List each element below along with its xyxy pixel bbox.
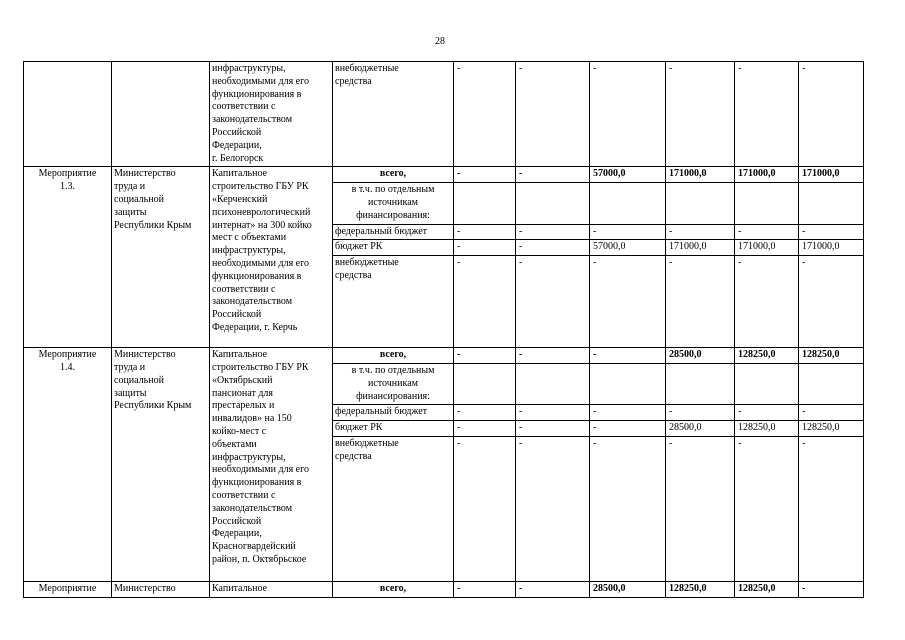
text-line: соответствии с bbox=[212, 101, 276, 113]
source-total: всего, bbox=[333, 581, 454, 597]
value-cell: - bbox=[454, 436, 516, 581]
source-rk: бюджет РК bbox=[333, 240, 454, 256]
text-line: финансирования: bbox=[356, 390, 430, 402]
text-line: законодательством bbox=[212, 114, 293, 126]
value-cell: 171000,0 bbox=[735, 240, 799, 256]
value-cell: - bbox=[735, 436, 799, 581]
text-line: в т.ч. по отдельным bbox=[351, 184, 435, 196]
text-line: функционирования в bbox=[212, 88, 302, 100]
object-cell: Капитальное bbox=[210, 581, 333, 597]
source-federal: федеральный бюджет bbox=[333, 224, 454, 240]
measure-cell bbox=[24, 167, 112, 348]
text-line: в т.ч. по отдельным bbox=[351, 364, 435, 376]
text-line: престарелых и bbox=[212, 400, 275, 412]
value-cell: - bbox=[799, 256, 864, 348]
text-line: защиты bbox=[114, 206, 147, 218]
text-line: законодательством bbox=[212, 502, 293, 514]
text-line: соответствии с bbox=[212, 283, 276, 295]
value-cell: - bbox=[735, 224, 799, 240]
text-line: 1.3. bbox=[60, 181, 75, 193]
value-cell: - bbox=[454, 224, 516, 240]
value-cell: - bbox=[590, 224, 666, 240]
value-cell: - bbox=[516, 436, 590, 581]
value-cell: - bbox=[590, 348, 666, 364]
text-line: внебюджетные bbox=[335, 257, 399, 269]
value-cell: 128250,0 bbox=[666, 581, 735, 597]
value-cell: - bbox=[666, 256, 735, 348]
measure-cell bbox=[24, 62, 112, 167]
funding-table bbox=[23, 61, 864, 598]
text-line: функционирования в bbox=[212, 270, 302, 282]
object-cell bbox=[210, 62, 333, 167]
text-line: Капитальное bbox=[212, 349, 268, 361]
text-line: Российской bbox=[212, 309, 262, 321]
text-line: финансирования: bbox=[356, 209, 430, 221]
value-cell: - bbox=[454, 167, 516, 183]
value-cell: - bbox=[799, 581, 864, 597]
source-total: всего, bbox=[333, 167, 454, 183]
value-cell: 171000,0 bbox=[735, 167, 799, 183]
value-cell: - bbox=[454, 256, 516, 348]
value-cell: - bbox=[516, 167, 590, 183]
value-cell: - bbox=[799, 436, 864, 581]
table-row bbox=[24, 581, 864, 597]
value-cell: 128250,0 bbox=[735, 421, 799, 437]
value-cell: - bbox=[735, 405, 799, 421]
text-line: Российской bbox=[212, 515, 262, 527]
value-cell: - bbox=[516, 256, 590, 348]
value-cell: - bbox=[799, 62, 864, 167]
value-cell: - bbox=[516, 348, 590, 364]
source-extra bbox=[333, 256, 454, 348]
table-row bbox=[24, 167, 864, 183]
text-line: источникам bbox=[368, 377, 418, 389]
value-cell: - bbox=[454, 240, 516, 256]
value-cell: 128250,0 bbox=[735, 348, 799, 364]
value-cell: - bbox=[735, 62, 799, 167]
value-cell: 128250,0 bbox=[799, 421, 864, 437]
text-line: строительство ГБУ РК bbox=[212, 181, 309, 193]
value-cell: 28500,0 bbox=[666, 348, 735, 364]
source-total: всего, bbox=[333, 348, 454, 364]
value-cell: 171000,0 bbox=[666, 240, 735, 256]
value-cell: - bbox=[590, 256, 666, 348]
value-cell: 57000,0 bbox=[590, 240, 666, 256]
value-cell: - bbox=[799, 405, 864, 421]
source-including bbox=[333, 183, 454, 224]
text-line: Капитальное bbox=[212, 168, 268, 180]
text-line: Федерации, г. Керчь bbox=[212, 321, 298, 333]
value-cell: - bbox=[454, 581, 516, 597]
text-line: мест с объектами bbox=[212, 232, 287, 244]
text-line: Федерации, bbox=[212, 139, 262, 151]
text-line: объектами bbox=[212, 438, 257, 450]
text-line: инвалидов» на 150 bbox=[212, 413, 292, 425]
text-line: социальной bbox=[114, 193, 164, 205]
object-cell bbox=[210, 348, 333, 582]
value-cell: - bbox=[516, 405, 590, 421]
text-line: психоневрологический bbox=[212, 206, 311, 218]
text-line: Красногвардейский bbox=[212, 541, 296, 553]
source-rk: бюджет РК bbox=[333, 421, 454, 437]
text-line: инфраструктуры, bbox=[212, 63, 286, 74]
text-line: интернат» на 300 койко bbox=[212, 219, 312, 231]
value-cell: 28500,0 bbox=[666, 421, 735, 437]
text-line: источникам bbox=[368, 196, 418, 208]
text-line: «Октябрьский bbox=[212, 374, 273, 386]
measure-cell: Мероприятие bbox=[24, 581, 112, 597]
object-cell bbox=[210, 167, 333, 348]
source-federal: федеральный бюджет bbox=[333, 405, 454, 421]
value-cell: - bbox=[590, 62, 666, 167]
text-line: Республики Крым bbox=[114, 400, 192, 412]
table-row bbox=[24, 348, 864, 364]
org-cell bbox=[112, 62, 210, 167]
text-line: Мероприятие bbox=[38, 168, 97, 180]
text-line: социальной bbox=[114, 374, 164, 386]
text-line: необходимыми для его bbox=[212, 464, 309, 476]
text-line: средства bbox=[335, 450, 372, 462]
value-cell: - bbox=[516, 240, 590, 256]
value-cell: 57000,0 bbox=[590, 167, 666, 183]
text-line: инфраструктуры, bbox=[212, 245, 286, 257]
text-line: труда и bbox=[114, 181, 146, 193]
text-line: внебюджетные bbox=[335, 437, 399, 449]
value-cell: - bbox=[666, 62, 735, 167]
text-line: труда и bbox=[114, 361, 146, 373]
text-line: необходимыми для его bbox=[212, 75, 309, 87]
value-cell: - bbox=[590, 421, 666, 437]
text-line: защиты bbox=[114, 387, 147, 399]
value-cell: 128250,0 bbox=[799, 348, 864, 364]
text-line: Республики Крым bbox=[114, 219, 192, 231]
source-extra bbox=[333, 436, 454, 581]
text-line: койко-мест с bbox=[212, 425, 267, 437]
text-line: внебюджетные bbox=[335, 63, 399, 74]
measure-cell bbox=[24, 348, 112, 582]
value-cell: - bbox=[516, 62, 590, 167]
text-line: Министерство bbox=[114, 168, 176, 180]
value-cell: - bbox=[516, 581, 590, 597]
value-cell: - bbox=[454, 348, 516, 364]
value-cell: - bbox=[590, 436, 666, 581]
text-line: средства bbox=[335, 75, 372, 87]
value-cell: - bbox=[666, 405, 735, 421]
value-cell: - bbox=[590, 405, 666, 421]
value-cell: 28500,0 bbox=[590, 581, 666, 597]
text-line: район, п. Октябрьское bbox=[212, 553, 307, 565]
value-cell: - bbox=[735, 256, 799, 348]
value-cell: - bbox=[799, 224, 864, 240]
text-line: законодательством bbox=[212, 296, 293, 308]
table-row bbox=[24, 62, 864, 167]
value-cell: 171000,0 bbox=[799, 240, 864, 256]
text-line: средства bbox=[335, 269, 372, 281]
value-cell: - bbox=[516, 421, 590, 437]
value-cell: 128250,0 bbox=[735, 581, 799, 597]
value-cell: - bbox=[454, 421, 516, 437]
org-cell bbox=[112, 348, 210, 582]
text-line: пансионат для bbox=[212, 387, 274, 399]
text-line: строительство ГБУ РК bbox=[212, 361, 309, 373]
text-line: необходимыми для его bbox=[212, 257, 309, 269]
text-line: Министерство bbox=[114, 349, 176, 361]
value-cell: - bbox=[516, 224, 590, 240]
source-cell bbox=[333, 62, 454, 167]
org-cell: Министерство bbox=[112, 581, 210, 597]
value-cell: 171000,0 bbox=[799, 167, 864, 183]
text-line: Мероприятие bbox=[38, 349, 97, 361]
text-line: Федерации, bbox=[212, 528, 262, 540]
value-cell: - bbox=[454, 62, 516, 167]
source-including bbox=[333, 363, 454, 404]
value-cell: - bbox=[666, 436, 735, 581]
value-cell: - bbox=[666, 224, 735, 240]
text-line: Российской bbox=[212, 126, 262, 138]
text-line: инфраструктуры, bbox=[212, 451, 286, 463]
value-cell: 171000,0 bbox=[666, 167, 735, 183]
text-line: 1.4. bbox=[60, 361, 75, 373]
page-number: 28 bbox=[435, 36, 445, 47]
text-line: соответствии с bbox=[212, 489, 276, 501]
org-cell bbox=[112, 167, 210, 348]
text-line: «Керченский bbox=[212, 193, 268, 205]
value-cell: - bbox=[454, 405, 516, 421]
text-line: функционирования в bbox=[212, 477, 302, 489]
text-line: г. Белогорск bbox=[212, 152, 264, 164]
